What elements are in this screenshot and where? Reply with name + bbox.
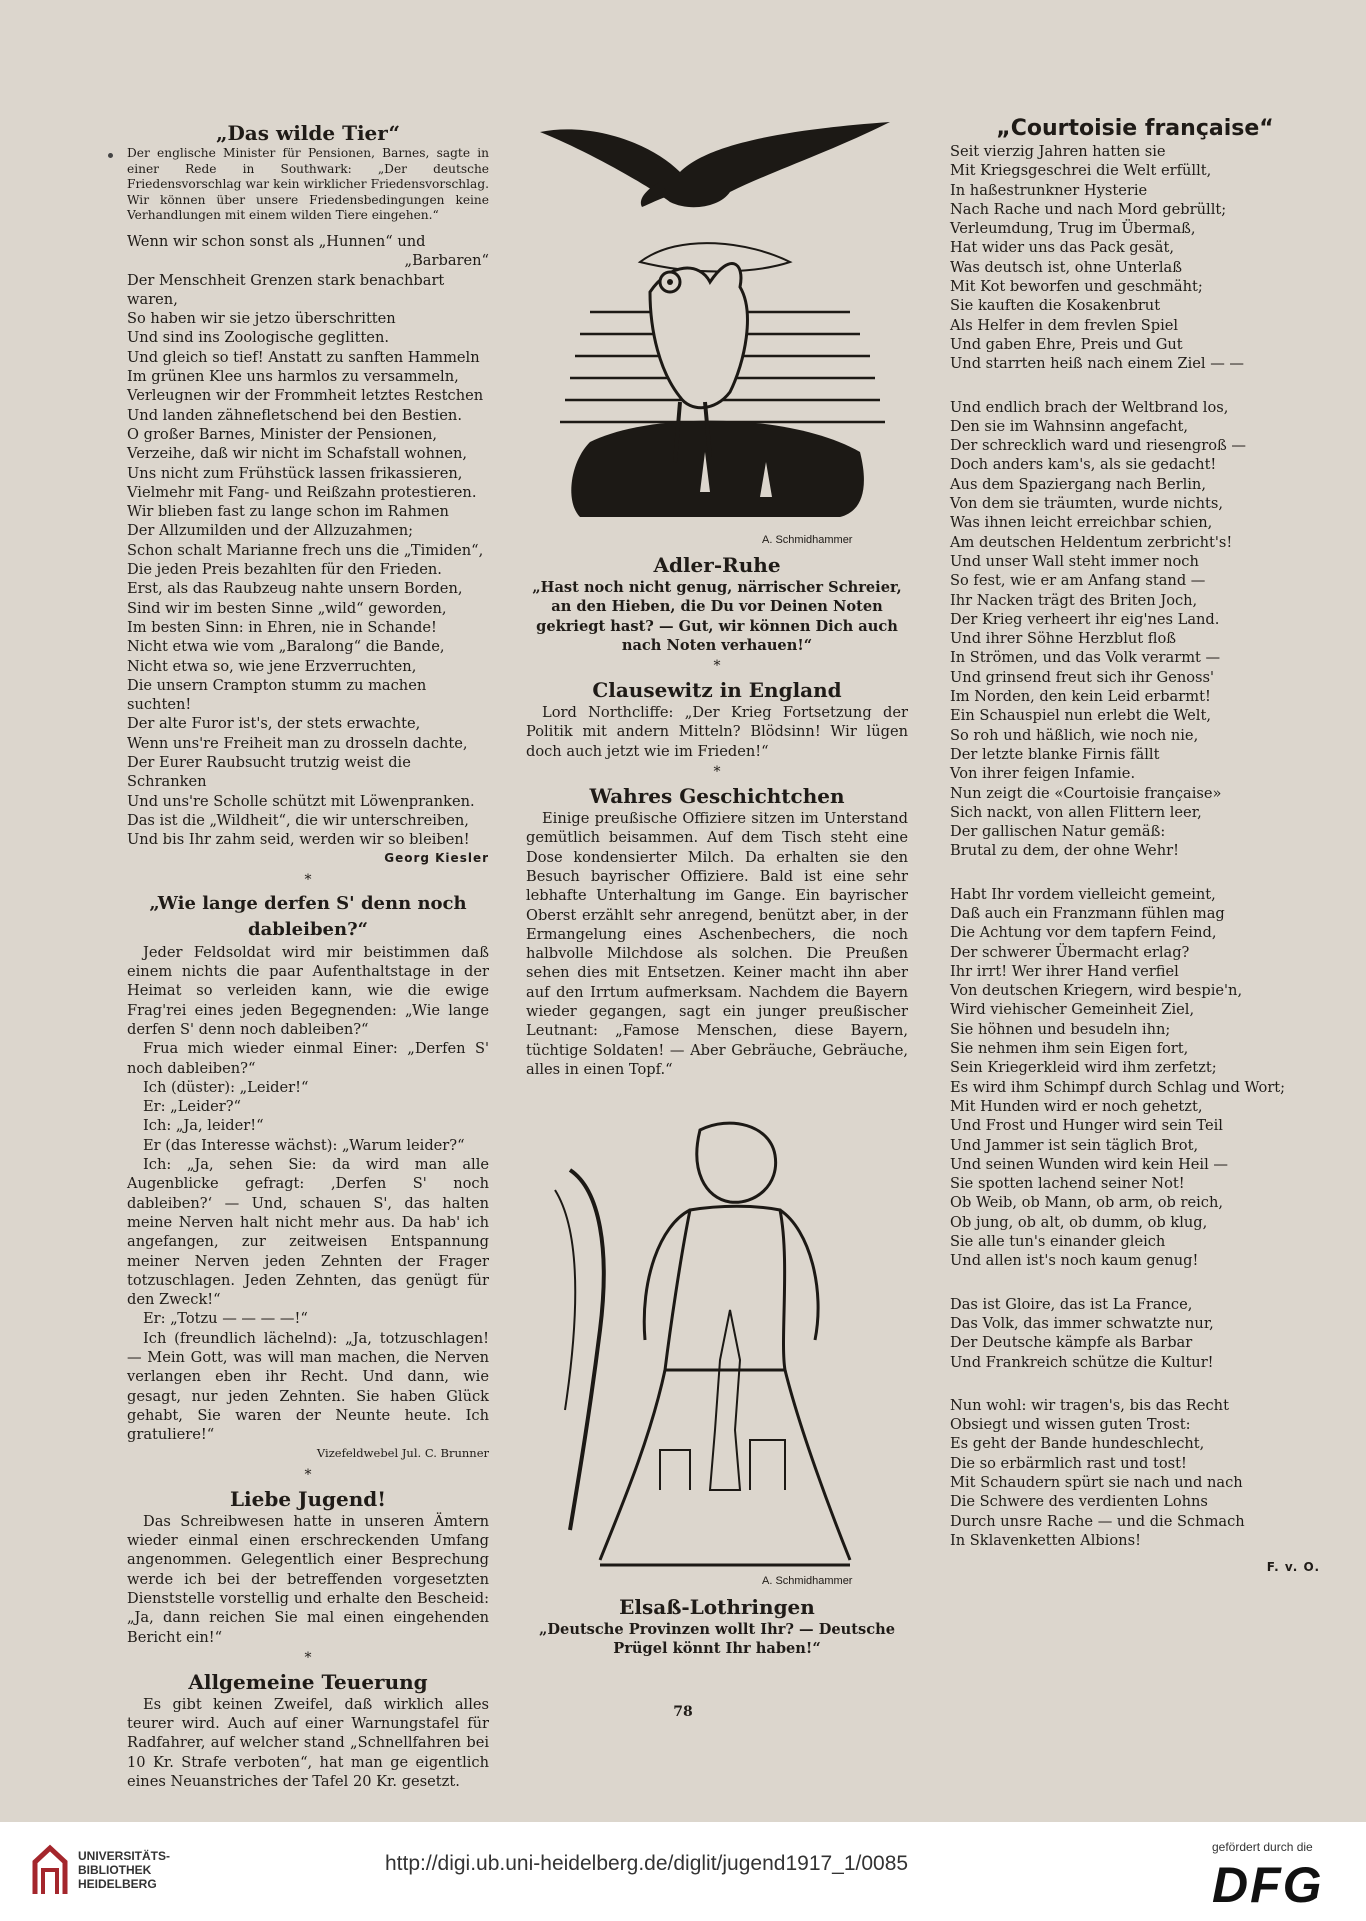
funding-note: gefördert durch die	[1212, 1840, 1313, 1854]
poem-line: Im besten Sinn: in Ehren, nie in Schande!	[127, 618, 437, 636]
caption-elsass	[526, 1594, 908, 1659]
poem-line: Von deutschen Kriegern, wird bespie'n,	[950, 982, 1243, 1000]
author-fvo: F. v. O.	[1266, 1560, 1320, 1575]
article-title-wildes-tier: „Das wilde Tier“	[215, 121, 401, 145]
article-title-liebe-jugend: Liebe Jugend!	[229, 1486, 387, 1511]
poem-line: Sein Kriegerkleid wird ihm zerfetzt;	[950, 1059, 1217, 1077]
poem-line: Ihr Nacken trägt des Briten Joch,	[950, 591, 1198, 609]
poem-line: Und landen zähnefletschend bei den Bestien.	[127, 406, 462, 424]
poem-line: O großer Barnes, Minister der Pensionen,	[127, 425, 438, 443]
poem-line: Verzeihe, daß wir nicht im Schafstall wohnen,	[127, 445, 468, 463]
poem-wildes-tier	[127, 232, 489, 850]
university-library-name	[78, 1849, 170, 1891]
poem-line: Obsiegt und wissen guten Trost:	[950, 1416, 1191, 1434]
poem-line: So roh und häßlich, wie noch nie,	[950, 726, 1199, 744]
illustration-soldier-alsace	[540, 1110, 900, 1570]
poem-line: Mit Kriegsgeschrei die Welt erfüllt,	[950, 162, 1212, 180]
poem-line: Im grünen Klee uns harmlos zu versammeln,	[127, 368, 459, 386]
dialogue-line: Er: „Totzu — — — —!“	[143, 1310, 308, 1328]
poem-stanza	[950, 142, 1320, 374]
poem-line: Daß auch ein Franzmann fühlen mag	[950, 904, 1225, 922]
poem-line: Sie alle tun's einander gleich	[950, 1233, 1166, 1251]
poem-line: Durch unsre Rache — und die Schmach	[950, 1512, 1245, 1530]
caption-text-adler-ruhe: „Hast noch nicht genug, närrischer Schreier, an den Hieben, die Du vor Deinen Noten gekriegt hast? — Gut, wir können Dich auch nach Noten verhauen!“	[532, 579, 902, 654]
poem-line: Wird viehischer Gemeinheit Ziel,	[950, 1001, 1195, 1019]
poem-line: Erst, als das Raubzeug nahte unsern Borden,	[127, 580, 463, 598]
dialogue-line: Ich (freundlich lächelnd): „Ja, totzuschlagen! — Mein Gott, was will man machen, die Nerven verlangen eben ihr Recht. Und dann, wie gesagt, nur jeden Zehnten. Sie haben Glück gehabt, Sie waren der Neunte heute. Ich gratuliere!“	[127, 1329, 489, 1444]
caption-title-elsass: Elsaß-Lothringen	[619, 1595, 815, 1619]
poem-line: Ob Weib, ob Mann, ob arm, ob reich,	[950, 1194, 1223, 1212]
separator-star: *	[713, 658, 721, 675]
dfg-logo: DFG	[1212, 1857, 1324, 1913]
poem-line: Sie kauften die Kosakenbrut	[950, 297, 1161, 315]
poem-line: Was deutsch ist, ohne Unterlaß	[950, 258, 1182, 276]
poem-line: Nach Rache und nach Mord gebrüllt;	[950, 200, 1227, 218]
poem-line: Die Schwere des verdienten Lohns	[950, 1493, 1208, 1511]
separator-star: *	[713, 764, 721, 781]
dialogue-line: Ich (düster): „Leider!“	[143, 1078, 309, 1096]
poem-line: Es geht der Bande hundeschlecht,	[950, 1435, 1205, 1453]
poem-line: Im Norden, den kein Leid erbarmt!	[950, 688, 1211, 706]
dialogue-line: Ich: „Ja, sehen Sie: da wird man alle Augenblicke gefragt: ‚Derfen S' noch dableiben?‘ — Und, schauen S', das halten meine Nerven halt nicht mehr aus. Da hab' ich angefangen, zur zeitweisen Entspannung meiner Nerven jeden Zehnten der Frager totzuschlagen. Jeden Zehnten, das genügt für den Zweck!“	[127, 1156, 489, 1309]
author-brunner: Vizefeldwebel Jul. C. Brunner	[316, 1446, 489, 1461]
illustration-eagle-and-rooster	[530, 112, 900, 532]
right-column	[950, 116, 1320, 1577]
illustration-artist-credit: A. Schmidhammer	[762, 1575, 853, 1587]
library-line: UNIVERSITÄTS-	[78, 1849, 171, 1863]
poem-line: Und gaben Ehre, Preis und Gut	[950, 335, 1183, 353]
poem-line: Wenn uns're Freiheit man zu drosseln dachte,	[127, 734, 468, 752]
poem-line: Den sie im Wahnsinn angefacht,	[950, 417, 1189, 435]
article-title-teuerung: Allgemeine Teuerung	[188, 1669, 428, 1694]
poem-line: Und ihrer Söhne Herzblut floß	[950, 630, 1177, 648]
poem-line: In haßestrunkner Hysterie	[950, 181, 1148, 199]
poem-line: Nun wohl: wir tragen's, bis das Recht	[950, 1396, 1229, 1414]
poem-line: Seit vierzig Jahren hatten sie	[950, 143, 1166, 160]
poem-line: Und Frost und Hunger wird sein Teil	[950, 1117, 1223, 1135]
poem-line: Und gleich so tief! Anstatt zu sanften Hammeln	[127, 348, 480, 366]
poem-line: Der Menschheit Grenzen stark benachbart waren,	[127, 271, 445, 308]
dialogue-line: Er (das Interesse wächst): „Warum leider?“	[143, 1136, 465, 1154]
middle-column	[526, 552, 908, 1079]
poem-line: Der gallischen Natur gemäß:	[950, 823, 1166, 841]
digital-library-footer	[0, 1822, 1366, 1921]
poem-line: Und seinen Wunden wird kein Heil —	[950, 1155, 1229, 1173]
poem-line: Wenn wir schon sonst als „Hunnen“ und	[127, 232, 426, 250]
poem-line: Nicht etwa wie vom „Baralong“ die Bande,	[127, 638, 445, 656]
poem-line: Und allen ist's noch kaum genug!	[950, 1252, 1199, 1270]
poem-line: Sie nehmen ihm sein Eigen fort,	[950, 1040, 1189, 1058]
article-title-clausewitz: Clausewitz in England	[592, 678, 842, 703]
poem-line: Das ist Gloire, das ist La France,	[950, 1295, 1193, 1313]
poem-line: Es wird ihm Schimpf durch Schlag und Wort;	[950, 1078, 1286, 1096]
separator-star: *	[304, 1649, 312, 1666]
poem-line: Und Jammer ist sein täglich Brot,	[950, 1136, 1199, 1154]
poem-line: Mit Schaudern spürt sie nach und nach	[950, 1474, 1243, 1491]
poem-line: Wir blieben fast zu lange schon im Rahmen	[127, 503, 449, 521]
poem-stanza	[950, 1295, 1320, 1372]
poem-line: Uns nicht zum Frühstück lassen frikassieren,	[127, 464, 463, 482]
poem-stanza	[950, 398, 1320, 861]
poem-line: Ein Schauspiel nun erlebt die Welt,	[950, 707, 1211, 725]
left-column	[127, 120, 489, 1791]
poem-line: Als Helfer in dem frevlen Spiel	[950, 316, 1179, 334]
poem-stanza	[950, 1396, 1320, 1550]
poem-line: Habt Ihr vordem vielleicht gemeint,	[950, 885, 1216, 903]
poem-line: Der schrecklich ward und riesengroß —	[950, 437, 1247, 455]
poem-line: Brutal zu dem, der ohne Wehr!	[950, 842, 1179, 860]
poem-line: Sie höhnen und besudeln ihn;	[950, 1020, 1171, 1038]
poem-line: Doch anders kam's, als sie gedacht!	[950, 456, 1217, 474]
article-text-wie-lange: Jeder Feldsoldat wird mir beistimmen daß einem nichts die paar Aufenthaltstage in der Heimat so verleiden kann, wie die ewige Frag'rei eines jeden Begegnenden: „Wie lange derfen S' denn noch dableiben?“	[127, 943, 489, 1038]
poem-courtoisie	[950, 142, 1320, 1550]
poem-line: Mit Hunden wird er noch gehetzt,	[950, 1097, 1203, 1115]
poem-line: Die jeden Preis bezahlten für den Frieden.	[127, 561, 442, 579]
page-number: 78	[673, 1704, 693, 1720]
poem-line: Und grinsend freut sich ihr Genoss'	[950, 668, 1215, 686]
poem-line: Die so erbärmlich rast und tost!	[950, 1454, 1187, 1472]
poem-line: Sich nackt, von allen Flittern leer,	[950, 803, 1202, 821]
poem-line: Der Deutsche kämpfe als Barbar	[950, 1334, 1193, 1352]
source-url-link[interactable]: http://digi.ub.uni-heidelberg.de/diglit/jugend1917_1/0085	[385, 1852, 909, 1875]
poem-line: In Sklavenketten Albions!	[950, 1531, 1141, 1549]
dialogue-line: Er: „Leider?“	[143, 1098, 241, 1116]
poem-line: Die Achtung vor dem tapfern Feind,	[950, 924, 1217, 942]
poem-line: Und starrten heiß nach einem Ziel — —	[950, 355, 1245, 373]
poem-line: So haben wir sie jetzo überschritten	[127, 310, 396, 328]
poem-line: Der schwerer Übermacht erlag?	[950, 943, 1190, 961]
dialogue-line: Ich: „Ja, leider!“	[143, 1117, 264, 1135]
article-title-wie-lange: „Wie lange derfen S' denn noch dableiben?“	[149, 892, 467, 940]
binding-hole-mark	[108, 153, 113, 158]
poem-line: Hat wider uns das Pack gesät,	[950, 239, 1174, 257]
poem-line: Was ihnen leicht erreichbar schien,	[950, 514, 1213, 532]
article-intro-wildes-tier: Der englische Minister für Pensionen, Barnes, sagte in einer Rede in Southwark: „Der deutsche Friedensvorschlag war kein wirklicher Friedensvorschlag. Wir können über unsere Friedensbedingungen keine Verhandlungen mit einem wilden Tiere eingehen.“	[127, 146, 489, 223]
poem-line: In Strömen, und das Volk verarmt —	[950, 649, 1221, 667]
poem-line: Nun zeigt die «Courtoisie française»	[950, 784, 1222, 802]
article-text-liebe-jugend: Das Schreibwesen hatte in unseren Ämtern wieder einmal einen erschreckenden Umfang angenommen. Gelegentlich einer Besprechung werde ich bei der betreffenden vorgesetzten Dienststelle vorstellig und erhalte den Bescheid: „Ja, dann reichen Sie mal einen eingehenden Bericht ein!“	[127, 1512, 489, 1646]
poem-line: Die unsern Crampton stumm zu machen suchten!	[127, 676, 427, 714]
separator-star: *	[304, 871, 312, 888]
poem-line: Und bis Ihr zahm seid, werden wir so bleiben!	[127, 831, 470, 849]
poem-line: Verleumdung, Trug im Übermaß,	[950, 220, 1196, 238]
poem-line: Mit Kot beworfen und geschmäht;	[950, 278, 1203, 296]
poem-line: Der Allzumilden und der Allzuzahmen;	[127, 522, 414, 540]
poem-line: Am deutschen Heldentum zerbricht's!	[950, 533, 1233, 551]
article-text-wahres-geschichtchen: Einige preußische Offiziere sitzen im Unterstand gemütlich beisammen. Auf dem Tisch steht eine Dose kondensierter Milch. Da erhalten sie den Besuch bayrischer Offiziere. Bald ist eine sehr lebhafte Unterhaltung im Gange. Ein bayrischer Oberst erzählt sehr anregend, benützt aber, in der Ermangelung eines Aschenbechers, die noch halbvolle Milchdose als solchen. Die Preußen sehen dies mit Entsetzen. Keiner macht ihn aber auf den Irrtum aufmerksam. Nachdem die Bayern wieder gegangen, sagt ein junger preußischer Leutnant: „Famose Menschen, diese Bayern, tüchtige Soldaten! — Aber Gebräuche, Gebräuche, alles in einen Topf.“	[526, 810, 908, 1078]
poem-line: Und unser Wall steht immer noch	[950, 552, 1199, 570]
poem-line: Nicht etwa so, wie jene Erzverruchten,	[127, 657, 417, 675]
poem-line: Ob jung, ob alt, ob dumm, ob klug,	[950, 1213, 1208, 1231]
poem-line: Vielmehr mit Fang- und Reißzahn protestieren.	[127, 483, 477, 501]
poem-line: Von dem sie träumten, wurde nichts,	[950, 495, 1223, 513]
poem-line: „Barbaren“	[404, 252, 489, 270]
poem-line: So fest, wie er am Anfang stand —	[950, 572, 1206, 590]
poem-stanza	[950, 885, 1320, 1271]
library-line: HEIDELBERG	[78, 1877, 157, 1891]
dialogue-wie-lange	[127, 1039, 489, 1444]
poem-line: Schon schalt Marianne frech uns die „Timiden“,	[127, 541, 484, 559]
poem-line: Das Volk, das immer schwatzte nur,	[950, 1314, 1214, 1332]
poem-line: Und uns're Scholle schützt mit Löwenpranken.	[127, 792, 475, 810]
poem-line: Sie spotten lachend seiner Not!	[950, 1175, 1185, 1193]
article-title-wahres-geschichtchen: Wahres Geschichtchen	[589, 784, 845, 809]
poem-title-courtoisie: „Courtoisie française“	[996, 116, 1274, 141]
poem-line: Der alte Furor ist's, der stets erwachte,	[127, 715, 421, 733]
poem-line: Der letzte blanke Firnis fällt	[950, 745, 1160, 763]
poem-line: Das ist die „Wildheit“, die wir unterschreiben,	[127, 811, 469, 829]
dialogue-line: Frua mich wieder einmal Einer: „Derfen S' noch dableiben?“	[127, 1040, 489, 1077]
separator-star: *	[304, 1466, 312, 1483]
poem-line: Der Eurer Raubsucht trutzig weist die Schranken	[127, 753, 411, 791]
caption-title-adler-ruhe: Adler-Ruhe	[653, 553, 781, 577]
caption-text-elsass: „Deutsche Provinzen wollt Ihr? — Deutsche Prügel könnt Ihr haben!“	[539, 1621, 895, 1658]
poem-line: Verleugnen wir der Frommheit letztes Restchen	[127, 387, 484, 405]
article-text-clausewitz: Lord Northcliffe: „Der Krieg Fortsetzung der Politik mit andern Mitteln? Blödsinn! Wir lügen doch auch jetzt wie im Frieden!“	[526, 704, 908, 760]
poem-line: Aus dem Spaziergang nach Berlin,	[950, 475, 1206, 493]
poem-line: Der Krieg verheert ihr eig'nes Land.	[950, 610, 1220, 628]
article-text-teuerung: Es gibt keinen Zweifel, daß wirklich alles teurer wird. Auch auf einer Warnungstafel für Radfahrer, auf welcher stand „Schnellfahren bei 10 Kr. Strafe verboten“, hat man ge eigentlich eines Neuanstriches der Tafel 20 Kr. gesetzt.	[127, 1695, 489, 1791]
poem-line: Von ihrer feigen Infamie.	[950, 765, 1136, 783]
poem-line: Ihr irrt! Wer ihrer Hand verfiel	[950, 962, 1179, 980]
poem-line: Sind wir im besten Sinne „wild“ geworden,	[127, 599, 447, 617]
library-line: BIBLIOTHEK	[78, 1863, 152, 1877]
poem-line: Und sind ins Zoologische geglitten.	[127, 329, 389, 347]
poem-line: Und endlich brach der Weltbrand los,	[950, 398, 1229, 416]
illustration-artist-credit: A. Schmidhammer	[762, 534, 853, 546]
poem-line: Und Frankreich schütze die Kultur!	[950, 1353, 1214, 1371]
university-logo-icon	[30, 1844, 70, 1896]
author-kiesler: Georg Kiesler	[384, 851, 489, 866]
